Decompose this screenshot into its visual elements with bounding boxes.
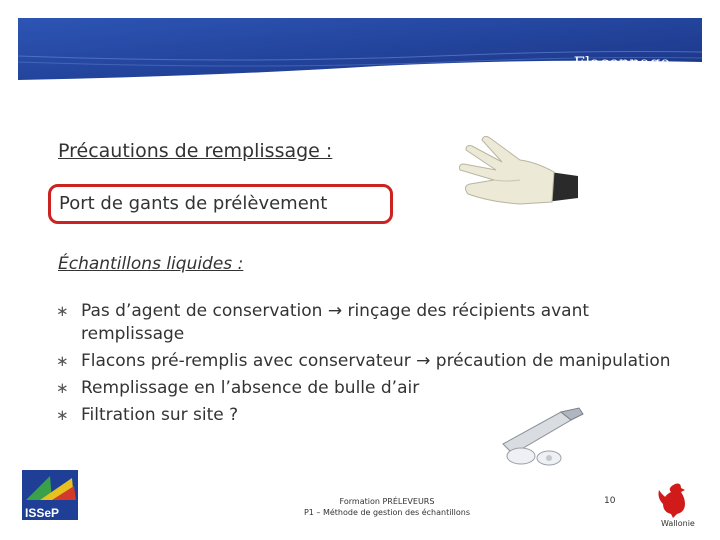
- bullet-text: Remplissage en l’absence de bulle d’air: [81, 378, 420, 398]
- svg-text:ISSeP: ISSeP: [25, 506, 60, 520]
- bullet-text-start: Pas d’agent de conservation: [81, 301, 328, 321]
- syringe-filter-image: [495, 406, 587, 472]
- issep-logo: [22, 470, 78, 524]
- footer-line-1: Formation PRÉLEVEURS: [339, 497, 435, 506]
- glove-image: [450, 124, 578, 220]
- section-heading: Précautions de remplissage :: [58, 140, 333, 162]
- bullet-text-end: rinçage des récipients avant remplissage: [81, 301, 590, 344]
- bullet-marker-icon: ∗: [56, 406, 69, 424]
- list-item: [56, 404, 696, 427]
- slide-title: Flaconnage: [573, 53, 670, 72]
- wallonie-logo: [655, 480, 695, 524]
- footer: [282, 496, 492, 518]
- list-item: [56, 350, 696, 373]
- list-item: [56, 377, 696, 400]
- liquid-samples-heading: Échantillons liquides :: [58, 254, 244, 274]
- header-banner: [18, 18, 702, 80]
- rooster-icon: [655, 480, 695, 520]
- bullet-text: Filtration sur site ?: [81, 405, 239, 425]
- bullet-marker-icon: ∗: [56, 352, 69, 370]
- glove-icon: [450, 124, 578, 216]
- footer-line-2: P1 – Méthode de gestion des échantillons: [303, 508, 471, 517]
- bullet-text-end: précaution de manipulation: [430, 351, 671, 371]
- syringe-icon: [495, 406, 587, 468]
- bullet-text-start: Flacons pré-remplis avec conservateur: [81, 351, 417, 371]
- arrow-right-icon: →: [327, 301, 343, 321]
- bullet-marker-icon: ∗: [56, 302, 69, 320]
- bullet-marker-icon: ∗: [56, 379, 69, 397]
- list-item: [56, 300, 696, 346]
- bullet-list: [56, 300, 696, 431]
- arrow-right-icon: →: [416, 351, 431, 371]
- page-number: 10: [604, 496, 616, 506]
- wallonie-label: Wallonie: [661, 519, 695, 528]
- highlight-text: Port de gants de prélèvement: [59, 193, 328, 214]
- issep-logo-icon: [22, 470, 78, 520]
